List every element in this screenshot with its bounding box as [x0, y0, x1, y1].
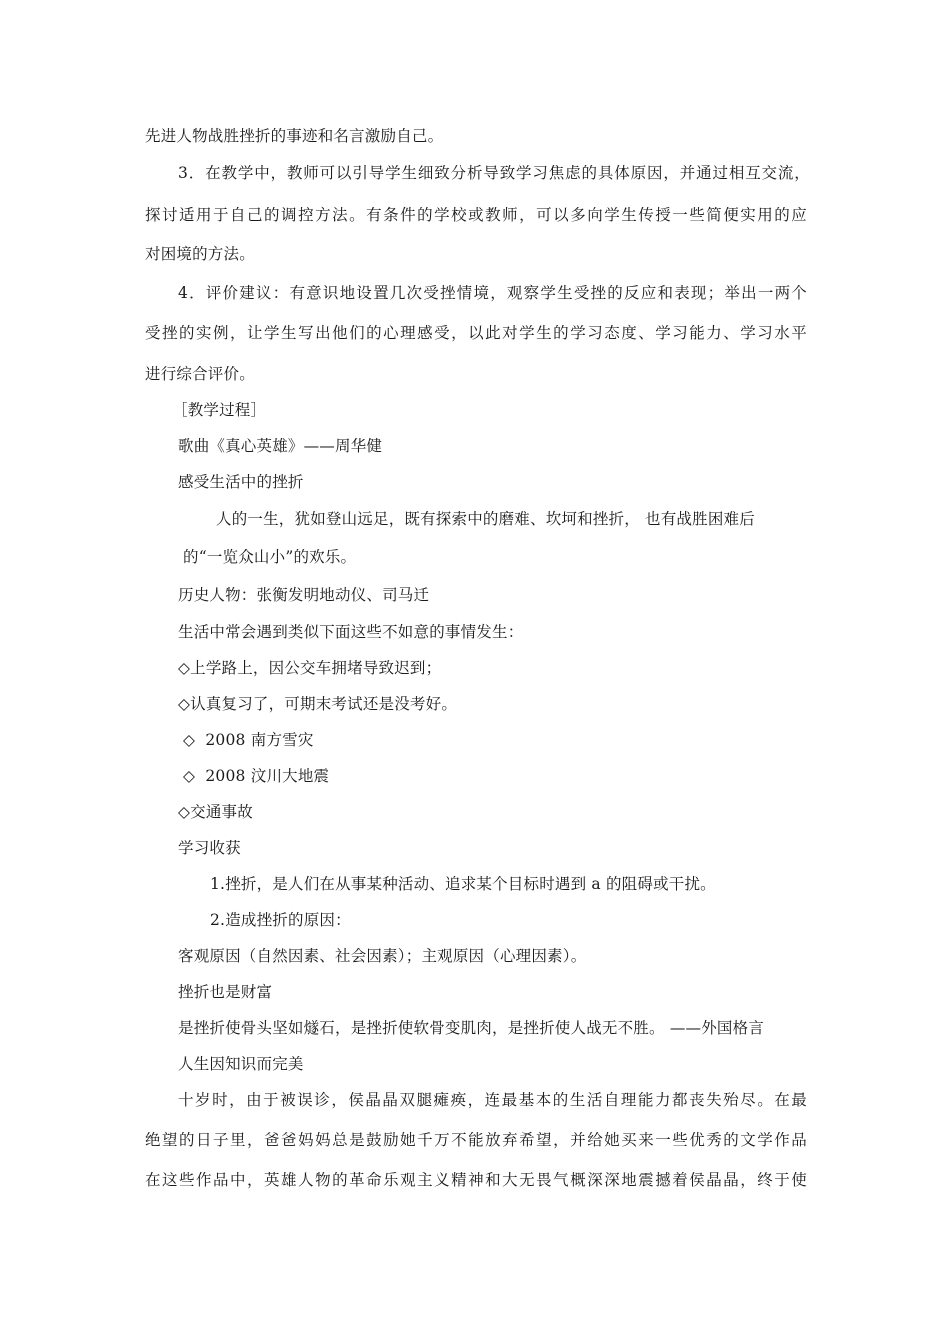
list-item: ◇ 2008 汶川大地震	[183, 767, 330, 785]
section-heading: 感受生活中的挫折	[178, 473, 304, 491]
section-heading: ［教学过程］	[172, 401, 267, 419]
list-item: ◇交通事故	[178, 803, 253, 821]
section-heading: 挫折也是财富	[178, 983, 273, 1001]
text-line: 1.挫折，是人们在从事某种活动、追求某个目标时遇到 a 的阻碍或干扰。	[210, 875, 716, 893]
text-line: 受挫的实例，让学生写出他们的心理感受，以此对学生的学习态度、学习能力、学习水平	[145, 324, 807, 342]
quote-line: 是挫折使骨头坚如燧石，是挫折使软骨变肌肉，是挫折使人战无不胜。 ——外国格言	[178, 1019, 765, 1037]
text-line: 绝望的日子里，爸爸妈妈总是鼓励她千万不能放弃希望，并给她买来一些优秀的文学作品	[145, 1131, 807, 1149]
text-line: 4．评价建议：有意识地设置几次受挫情境，观察学生受挫的反应和表现；举出一两个	[178, 284, 807, 302]
text-line: 在这些作品中，英雄人物的革命乐观主义精神和大无畏气概深深地震撼着侯晶晶，终于使	[145, 1171, 807, 1189]
section-heading: 人生因知识而完美	[178, 1055, 304, 1073]
section-heading: 学习收获	[178, 839, 241, 857]
text-line: 人的一生，犹如登山远足，既有探索中的磨难、坎坷和挫折， 也有战胜困难后	[216, 510, 755, 528]
text-line: 客观原因（自然因素、社会因素）；主观原因（心理因素）。	[178, 947, 587, 965]
text-line: 对困境的方法。	[145, 245, 255, 263]
text-line: 生活中常会遇到类似下面这些不如意的事情发生：	[178, 623, 524, 641]
text-line: 歌曲《真心英雄》——周华健	[178, 437, 383, 455]
text-line: 3．在教学中，教师可以引导学生细致分析导致学习焦虑的具体原因，并通过相互交流，	[178, 164, 810, 182]
text-line: 历史人物：张衡发明地动仪、司马迁	[178, 586, 430, 604]
list-item: ◇上学路上，因公交车拥堵导致迟到；	[178, 659, 442, 677]
text-line: 先进人物战胜挫折的事迹和名言激励自己。	[145, 127, 444, 145]
text-line: 进行综合评价。	[145, 365, 255, 383]
text-line: 2.造成挫折的原因：	[210, 911, 351, 929]
text-line: 的“一览众山小”的欢乐。	[183, 548, 357, 566]
text-line: 十岁时，由于被误诊，侯晶晶双腿瘫痪，连最基本的生活自理能力都丧失殆尽。在最	[178, 1091, 807, 1109]
list-item: ◇认真复习了，可期末考试还是没考好。	[178, 695, 458, 713]
text-line: 探讨适用于自己的调控方法。有条件的学校或教师，可以多向学生传授一些简便实用的应	[145, 206, 807, 224]
list-item: ◇ 2008 南方雪灾	[183, 731, 314, 749]
